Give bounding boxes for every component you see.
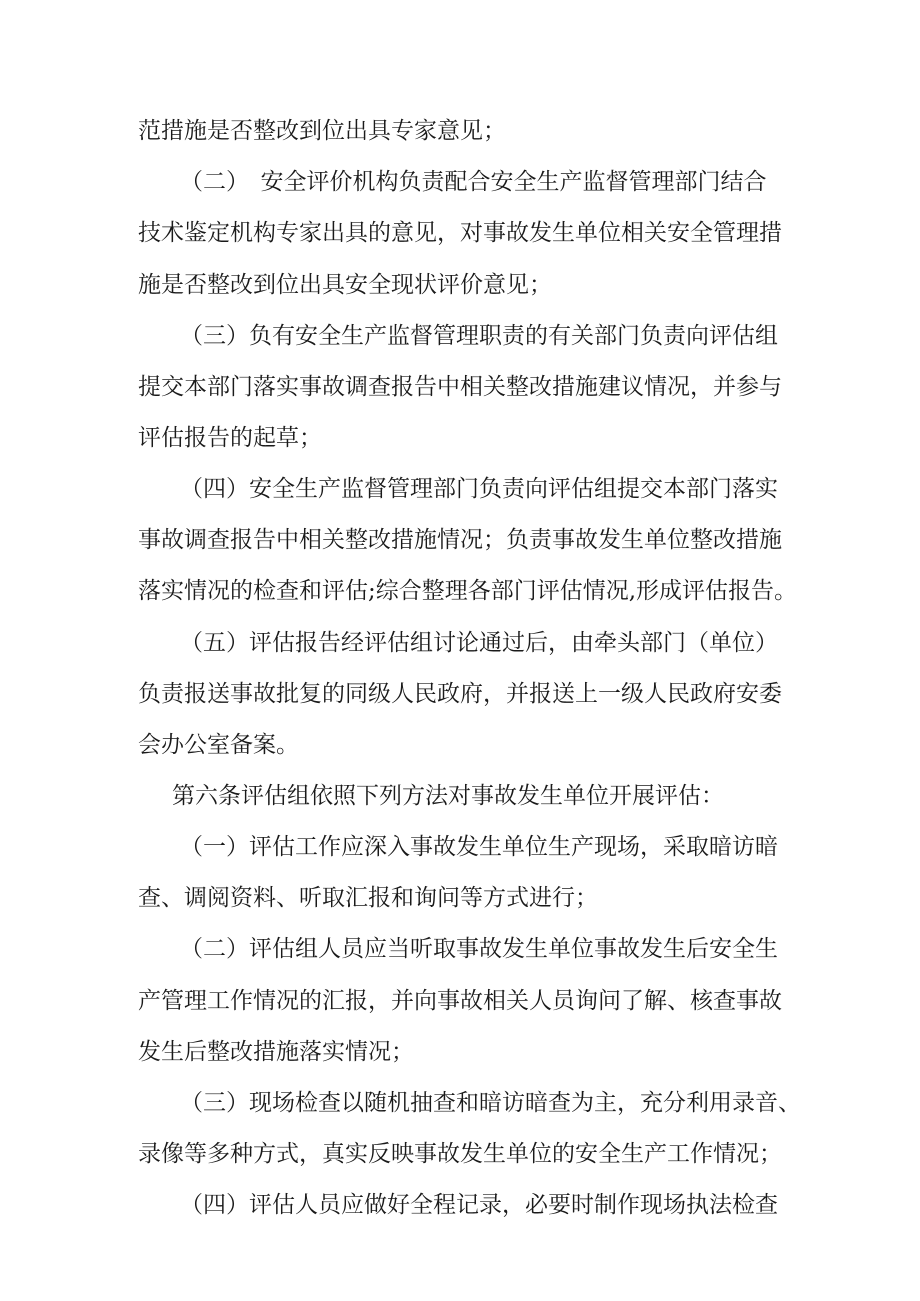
text-line: （一）评估工作应深入事故发生单位生产现场，采取暗访暗 bbox=[180, 834, 778, 860]
text-line: 事故调查报告中相关整改措施情况；负责事故发生单位整改措施 bbox=[138, 527, 782, 553]
text-line: 录像等多种方式，真实反映事故发生单位的安全生产工作情况； bbox=[138, 1141, 782, 1167]
text-line: 落实情况的检查和评估;综合整理各部门评估情况,形成评估报告。 bbox=[138, 578, 798, 604]
text-line: （三）现场检查以随机抽查和暗访暗查为主，充分利用录音、 bbox=[180, 1090, 801, 1116]
text-line: 评估报告的起草； bbox=[138, 425, 322, 451]
text-line: 产管理工作情况的汇报，并向事故相关人员询问了解、核查事故 bbox=[138, 988, 782, 1014]
text-line: 第六条评估组依照下列方法对事故发生单位开展评估： bbox=[172, 783, 724, 809]
text-line: （四）安全生产监督管理部门负责向评估组提交本部门落实 bbox=[180, 476, 778, 502]
text-line: 技术鉴定机构专家出具的意见，对事故发生单位相关安全管理措 bbox=[138, 220, 782, 246]
text-line: 提交本部门落实事故调查报告中相关整改措施建议情况，并参与 bbox=[138, 374, 782, 400]
text-line: 负责报送事故批复的同级人民政府，并报送上一级人民政府安委 bbox=[138, 681, 782, 707]
text-line: （二）评估组人员应当听取事故发生单位事故发生后安全生 bbox=[180, 936, 778, 962]
text-line: 施是否整改到位出具安全现状评价意见； bbox=[138, 272, 552, 298]
text-line: （二） 安全评价机构负责配合安全生产监督管理部门结合 bbox=[180, 169, 767, 195]
text-line: 会办公室备案。 bbox=[138, 732, 299, 758]
text-line: （三）负有安全生产监督管理职责的有关部门负责向评估组 bbox=[180, 323, 778, 349]
text-line: （四）评估人员应做好全程记录，必要时制作现场执法检查 bbox=[180, 1192, 778, 1218]
text-line: 发生后整改措施落实情况； bbox=[138, 1039, 414, 1065]
text-line: （五）评估报告经评估组讨论通过后，由牵头部门（单位） bbox=[180, 630, 778, 656]
text-line: 范措施是否整改到位出具专家意见； bbox=[138, 118, 506, 144]
text-line: 查、调阅资料、听取汇报和询问等方式进行； bbox=[138, 885, 598, 911]
